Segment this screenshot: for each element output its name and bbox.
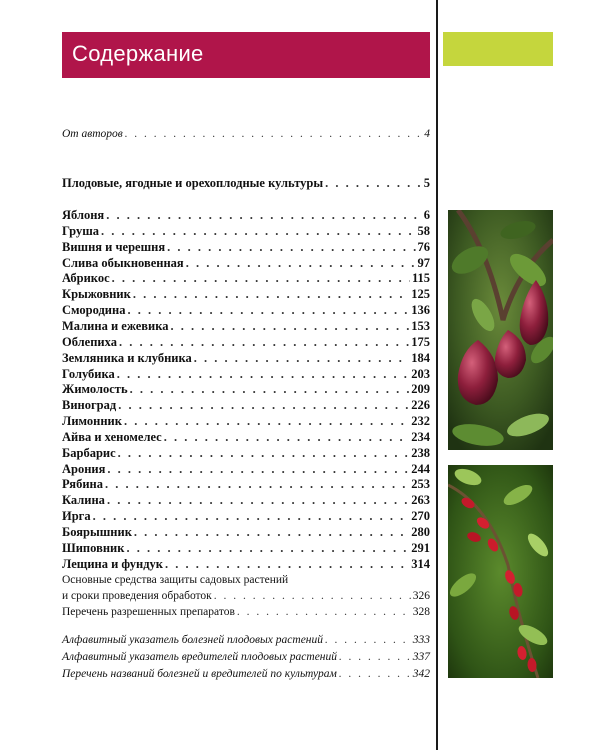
leader-dots: [167, 240, 415, 255]
leader-dots: [127, 303, 409, 318]
toc-crop-label: Яблоня: [62, 208, 105, 222]
leader-dots: [117, 367, 409, 382]
toc-crop-entry: [62, 319, 430, 334]
protection-page-1: 326: [412, 590, 430, 602]
toc-crop-page: 270: [411, 509, 430, 524]
leader-dots: [126, 541, 409, 556]
index-entry-page: 333: [412, 634, 430, 646]
leader-dots: [101, 224, 415, 239]
toc-crop-label: Лимонник: [62, 414, 122, 429]
leader-dots: [237, 606, 411, 618]
toc-crop-entry: [62, 256, 430, 271]
toc-crop-label: Шиповник: [62, 540, 125, 555]
toc-crop-page: 232: [411, 414, 430, 429]
barberry-photo: [448, 465, 553, 678]
toc-crop-entry: [62, 446, 430, 461]
toc-crop-entry: [62, 541, 430, 556]
index-entry-page: 337: [412, 651, 430, 663]
leader-dots: [214, 590, 411, 602]
toc-section-label: Плодовые, ягодные и орехоплодные культуры: [62, 176, 324, 190]
toc-crop-label: Вишня и черешня: [62, 239, 166, 254]
toc-crop-label: Малина и ежевика: [62, 318, 169, 333]
pear-photo: [448, 210, 553, 450]
toc-crop-label: Рябина: [62, 477, 103, 492]
index-entry-1: [62, 634, 430, 646]
leader-dots: [105, 477, 409, 492]
leader-dots: [93, 509, 410, 524]
toc-crop-label: Калина: [62, 493, 105, 508]
toc-crop-page: 253: [411, 477, 430, 492]
leader-dots: [133, 287, 409, 302]
toc-crop-label: Барбарис: [62, 445, 116, 460]
leader-dots: [325, 634, 411, 646]
protection-line-2-label: и сроки проведения обработок: [62, 590, 212, 602]
toc-crop-label: Лещина и фундук: [62, 556, 164, 571]
toc-crop-entry: [62, 271, 430, 286]
toc-crop-page: 291: [411, 540, 430, 555]
toc-crop-page: 115: [411, 271, 430, 286]
toc-crop-label: Голубика: [62, 366, 115, 381]
leader-dots: [165, 557, 409, 572]
toc-crop-page: 184: [411, 350, 430, 365]
toc-crop-label: Ирга: [62, 509, 91, 524]
toc-section: [62, 176, 430, 191]
protection-line-1: Основные средства защиты садовых растений: [62, 574, 289, 586]
leader-dots: [118, 398, 409, 413]
leader-dots: [118, 446, 410, 461]
toc-section-page: 5: [423, 176, 430, 190]
toc-intro: [62, 128, 430, 140]
toc-crop-page: 203: [411, 366, 430, 381]
leader-dots: [339, 668, 411, 680]
accent-bar: [443, 32, 553, 66]
toc-crop-entry: [62, 525, 430, 540]
leader-dots: [112, 271, 410, 286]
toc-crop-page: 244: [411, 461, 430, 476]
toc-crop-page: 280: [411, 525, 430, 539]
leader-dots: [325, 176, 422, 191]
toc-crop-entry: [62, 287, 430, 302]
toc-crop-label: Облепиха: [62, 334, 117, 349]
protection-line-2: [62, 590, 430, 602]
toc-crop-entry: [62, 224, 430, 239]
index-entry-label: Алфавитный указатель болезней плодовых растений: [62, 634, 324, 646]
toc-crop-label: Слива обыкновенная: [62, 255, 184, 270]
toc-intro-label: От авторов: [62, 128, 123, 140]
index-entry-page: 342: [412, 668, 430, 680]
column-divider: [436, 0, 438, 750]
toc-crop-page: 234: [411, 429, 430, 444]
toc-intro-page: 4: [424, 128, 430, 140]
toc-crop-page: 314: [411, 556, 430, 571]
toc-crop-page: 58: [417, 223, 430, 238]
leader-dots: [124, 414, 409, 429]
toc-crop-entry: [62, 430, 430, 445]
toc-crop-entry: [62, 398, 430, 413]
leader-dots: [130, 382, 410, 397]
page-title: Содержание: [72, 41, 204, 66]
index-entry-label: Алфавитный указатель вредителей плодовых растений: [62, 651, 338, 663]
index-entry-3: [62, 668, 430, 680]
toc-crop-label: Арония: [62, 461, 106, 476]
leader-dots: [194, 351, 409, 366]
toc-crop-page: 136: [411, 303, 430, 318]
toc-crop-label: Айва и хеномелес: [62, 429, 162, 444]
toc-crop-label: Абрикос: [62, 271, 110, 286]
toc-crop-label: Груша: [62, 223, 100, 238]
index-entry-label: Перечень названий болезней и вредителей по культурам: [62, 668, 337, 680]
leader-dots: [106, 208, 422, 223]
leader-dots: [339, 651, 411, 663]
toc-crop-entry: [62, 509, 430, 524]
leader-dots: [119, 335, 409, 350]
toc-crop-label: Земляника и клубника: [62, 350, 192, 365]
toc-crop-label: Жимолость: [62, 382, 128, 397]
leader-dots: [164, 430, 410, 445]
toc-crop-page: 97: [417, 255, 430, 270]
toc-crop-entry: [62, 351, 430, 366]
toc-crop-entry: [62, 477, 430, 492]
toc-crop-entry: [62, 414, 430, 429]
toc-crop-label: Смородина: [62, 303, 126, 318]
toc-crop-page: 153: [411, 318, 430, 333]
toc-crop-entry: [62, 367, 430, 382]
toc-crop-label: Крыжовник: [62, 287, 131, 302]
leader-dots: [107, 462, 409, 477]
toc-crop-page: 226: [411, 398, 430, 413]
toc-crop-entry: [62, 493, 430, 508]
toc-crop-label: Виноград: [62, 398, 117, 413]
toc-crop-page: 76: [417, 239, 430, 254]
toc-crop-entry: [62, 240, 430, 255]
leader-dots: [186, 256, 416, 271]
toc-crop-page: 6: [423, 208, 430, 222]
toc-crop-entry: [62, 557, 430, 572]
toc-crop-page: 209: [411, 382, 430, 397]
protection-line-3: [62, 606, 430, 618]
toc-crop-page: 263: [411, 493, 430, 508]
toc-crop-page: 125: [411, 287, 430, 302]
leader-dots: [171, 319, 410, 334]
toc-crop-entry: [62, 303, 430, 318]
leader-dots: [107, 493, 409, 508]
protection-page-2: 328: [412, 606, 430, 618]
toc-crop-page: 175: [411, 334, 430, 349]
index-entry-2: [62, 651, 430, 663]
toc-crop-page: 238: [411, 445, 430, 460]
toc-crop-label: Боярышник: [62, 525, 132, 539]
toc-crop-entry: [62, 382, 430, 397]
leader-dots: [134, 525, 409, 540]
toc-crop-entry: [62, 335, 430, 350]
toc-crop-entry: [62, 462, 430, 477]
protection-line-3-label: Перечень разрешенных препаратов: [62, 606, 235, 618]
toc-crop-entry: [62, 208, 430, 223]
leader-dots: [125, 128, 422, 140]
